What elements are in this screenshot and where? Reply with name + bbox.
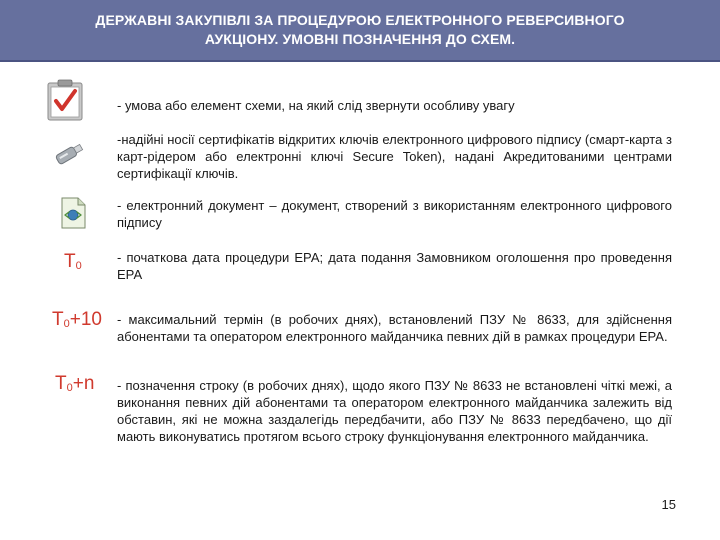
legend-text-t0-plus-n: - позначення строку (в робочих днях), щодо якого ПЗУ № 8633 не встановлені чіткі межі, а виконання певних дій абонентами та оператором електронного майданчика залежить від обставин, які не можна заздалегідь передбачити, або ПЗУ № 8633 передбачено, що дії мають виконуватись протягом всього строку функціонування електронного майданчика. <box>117 378 672 444</box>
usb-token-icon <box>52 140 86 168</box>
legend-text-t0-plus-10: - максимальний термін (в робочих днях), встановлений ПЗУ № 8633, для здійснення абонентами та оператором електронного майданчика певних дій в рамках процедури ЕРА. <box>117 312 672 344</box>
legend-text-key-carriers: -надійні носії сертифікатів відкритих ключів електронного цифрового підпису (смарт-карта з карт-рідером або електронні ключі Secure Token), надані Акредитованими центрами сертифікації ключів. <box>117 132 672 181</box>
title-line-2: АУКЦІОНУ. УМОВНІ ПОЗНАЧЕННЯ ДО СХЕМ. <box>204 31 516 47</box>
title-line-1: ДЕРЖАВНІ ЗАКУПІВЛІ ЗА ПРОЦЕДУРОЮ ЕЛЕКТРОННОГО РЕВЕРСИВНОГО <box>95 12 625 28</box>
slide-header <box>0 0 720 62</box>
legend-text-t0: - початкова дата процедури ЕРА; дата подання Замовником оголошення про проведення ЕРА <box>117 250 672 282</box>
symbol-t0-plus-n: $T_0+n$ <box>55 373 95 394</box>
legend-text-attention: - умова або елемент схеми, на який слід звернути особливу увагу <box>117 98 515 113</box>
electronic-document-icon <box>58 196 88 230</box>
symbol-t0: $T_0$ <box>64 251 82 272</box>
legend-text-electronic-document: - електронний документ – документ, створений з використанням електронного цифрового підпису <box>117 198 672 230</box>
symbol-t0-plus-10: $T_0+10$ <box>52 309 102 330</box>
page-number: 15 <box>661 497 676 512</box>
slide-title <box>65 11 654 49</box>
clipboard-check-icon <box>46 78 84 122</box>
